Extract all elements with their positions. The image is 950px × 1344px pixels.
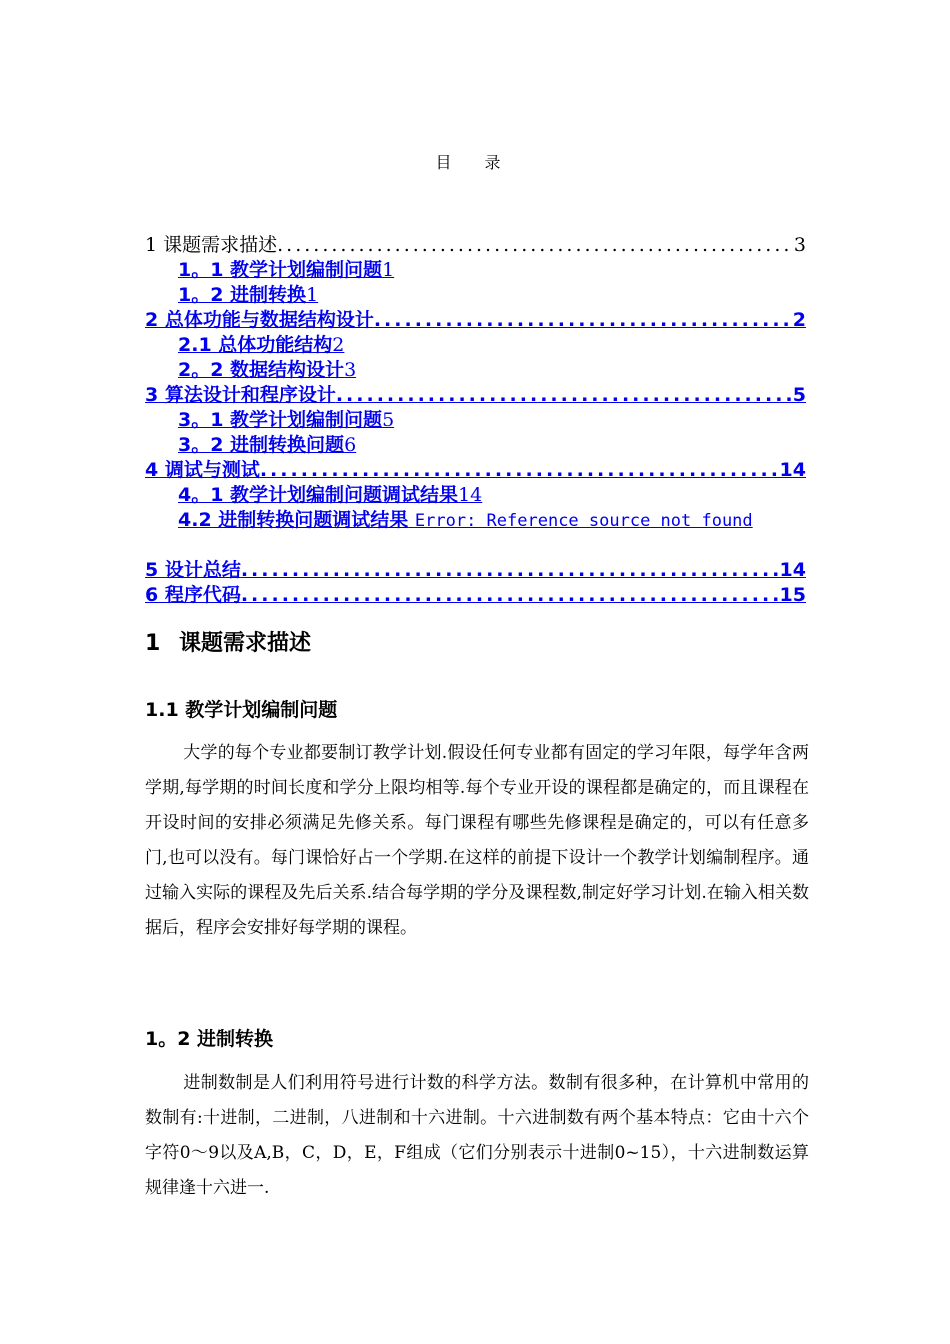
toc-leader-dots	[374, 308, 793, 333]
toc-entry-label: 2.1 总体功能结构	[178, 334, 333, 356]
toc-entry-4[interactable]	[145, 458, 806, 483]
section-number: 1	[145, 631, 161, 656]
toc-entry-page: 5	[792, 384, 806, 406]
toc-entry-1-1[interactable]	[178, 258, 806, 283]
toc-entry-page: 14	[779, 459, 806, 481]
toc-entry-label: 4。1 教学计划编制问题调试结果	[178, 484, 459, 506]
section-title: 课题需求描述	[179, 631, 312, 656]
toc-entry-2-2[interactable]	[178, 358, 806, 383]
toc-leader-dots	[241, 583, 780, 608]
toc-entry-page: 14	[458, 484, 483, 506]
toc-entry-6[interactable]	[145, 583, 806, 608]
toc-entry-page: 2	[792, 309, 806, 331]
toc-entry-page: 1	[382, 259, 395, 281]
toc-entry-label: 3。2 进制转换问题	[178, 434, 345, 456]
toc-entry-4-1[interactable]	[178, 483, 806, 508]
section-1-2-heading: 1。2 进制转换	[145, 1028, 274, 1050]
toc-leader-dots	[277, 233, 794, 258]
toc-entry-label: 2 总体功能与数据结构设计	[145, 309, 374, 331]
toc-entry-label: 5 设计总结	[145, 559, 241, 581]
toc-entry-page: 15	[779, 584, 806, 606]
toc-leader-dots	[336, 383, 793, 408]
toc-entry-1[interactable]	[145, 233, 806, 258]
toc-entry-label: 3 算法设计和程序设计	[145, 384, 336, 406]
toc-entry-3[interactable]	[145, 383, 806, 408]
toc-entry-label: 1 课题需求描述	[145, 234, 278, 256]
section-1-2-paragraph	[145, 1066, 809, 1206]
toc-entry-2[interactable]	[145, 308, 806, 333]
toc-entry-label: 3。1 教学计划编制问题	[178, 409, 383, 431]
toc-entry-page: 6	[344, 434, 357, 456]
toc-entry-label: 4 调试与测试	[145, 459, 260, 481]
toc-entry-5[interactable]	[145, 558, 806, 583]
toc-entry-1-2[interactable]	[178, 283, 806, 308]
toc-entry-page: 2	[332, 334, 345, 356]
paragraph-text: 进制数制是人们利用符号进行计数的科学方法。数制有很多种，在计算机中常用的数制有:十进制，二进制，八进制和十六进制。十六进制数有两个基本特点：它由十六个字符0～9以及A,B，C，D，E，F组成（它们分别表示十进制0~15），十六进制数运算规律逢十六进一.	[145, 1073, 809, 1198]
toc-entry-label: 1。2 进制转换	[178, 284, 307, 306]
toc-entry-page: 5	[382, 409, 395, 431]
toc-entry-label: 6 程序代码	[145, 584, 241, 606]
toc-entry-label: 4.2 进制转换问题调试结果	[178, 509, 409, 531]
toc-entry-4-2[interactable]	[178, 508, 806, 534]
section-1-heading	[145, 626, 311, 657]
toc-entry-page: Error: Reference source not found	[414, 511, 753, 531]
toc-entry-page: 3	[793, 234, 806, 256]
section-1-1-paragraph	[145, 736, 809, 946]
toc-entry-label: 1。1 教学计划编制问题	[178, 259, 383, 281]
toc-entry-2-1[interactable]	[178, 333, 806, 358]
section-1-1-heading: 1.1 教学计划编制问题	[145, 699, 338, 721]
toc-entry-3-1[interactable]	[178, 408, 806, 433]
toc-entry-3-2[interactable]	[178, 433, 806, 458]
toc-entry-label: 2。2 数据结构设计	[178, 359, 345, 381]
toc-entry-page: 14	[779, 559, 806, 581]
toc-title: 目 录	[435, 153, 515, 172]
toc-entry-page: 1	[306, 284, 319, 306]
toc-entry-page: 3	[344, 359, 357, 381]
paragraph-text: 大学的每个专业都要制订教学计划.假设任何专业都有固定的学习年限，每学年含两学期,每学期的时间长度和学分上限均相等.每个专业开设的课程都是确定的，而且课程在开设时间的安排必须满足先修关系。每门课程有哪些先修课程是确定的，可以有任意多门,也可以没有。每门课恰好占一个学期.在这样的前提下设计一个教学计划编制程序。通过输入实际的课程及先后关系.结合每学期的学分及课程数,制定好学习计划.在输入相关数据后，程序会安排好每学期的课程。	[145, 743, 809, 938]
toc-leader-dots	[241, 558, 780, 583]
toc-leader-dots	[260, 458, 780, 483]
